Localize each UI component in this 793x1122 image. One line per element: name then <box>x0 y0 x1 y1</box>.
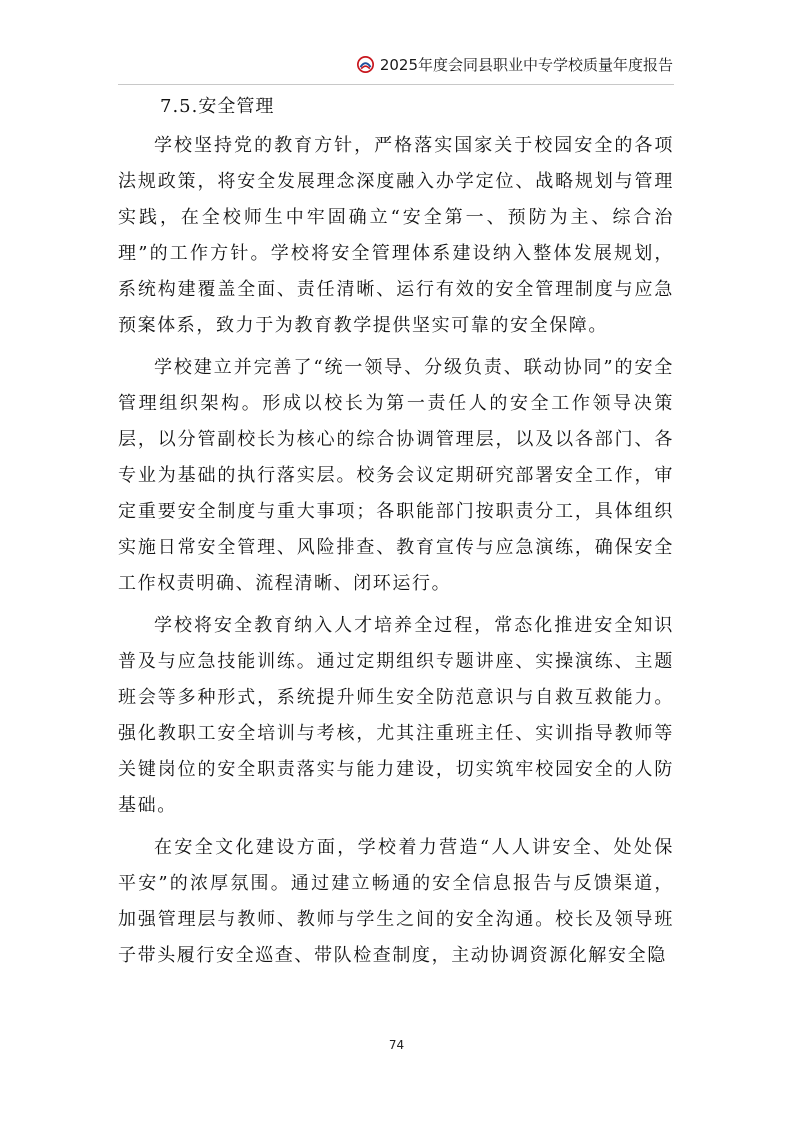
school-logo-icon <box>357 56 374 73</box>
paragraph-3: 学校将安全教育纳入人才培养全过程，常态化推进安全知识普及与应急技能训练。通过定期组织专题讲座、实操演练、主题班会等多种形式，系统提升师生安全防范意识与自救互救能力。强化教职工安全培训与考核，尤其注重班主任、实训指导教师等关键岗位的安全职责落实与能力建设，切实筑牢校园安全的人防基础。 <box>118 615 674 816</box>
paragraph-2: 学校建立并完善了“统一领导、分级负责、联动协同”的安全管理组织架构。形成以校长为第一责任人的安全工作领导决策层，以分管副校长为核心的综合协调管理层，以及以各部门、各专业为基础的执行落实层。校务会议定期研究部署安全工作，审定重要安全制度与重大事项；各职能部门按职责分工，具体组织实施日常安全管理、风险排查、教育宣传与应急演练，确保安全工作权责明确、流程清晰、闭环运行。 <box>118 357 674 594</box>
paragraph-4: 在安全文化建设方面，学校着力营造“人人讲安全、处处保平安”的浓厚氛围。通过建立畅通的安全信息报告与反馈渠道，加强管理层与教师、教师与学生之间的安全沟通。校长及领导班子带头履行安全巡查、带队检查制度，主动协调资源化解安全隐 <box>118 837 674 966</box>
page-header <box>357 52 673 76</box>
section-heading: 7.5.安全管理 <box>160 96 275 117</box>
document-body <box>118 92 674 974</box>
report-title: 2025年度会同县职业中专学校质量年度报告 <box>379 55 673 74</box>
paragraph-1: 学校坚持党的教育方针，严格落实国家关于校园安全的各项法规政策，将安全发展理念深度融入办学定位、战略规划与管理实践，在全校师生中牢固确立“安全第一、预防为主、综合治理”的工作方针。学校将安全管理体系建设纳入整体发展规划，系统构建覆盖全面、责任清晰、运行有效的安全管理制度与应急预案体系，致力于为教育教学提供坚实可靠的安全保障。 <box>118 135 674 336</box>
header-divider <box>118 84 674 85</box>
page-number: 74 <box>388 1038 405 1052</box>
